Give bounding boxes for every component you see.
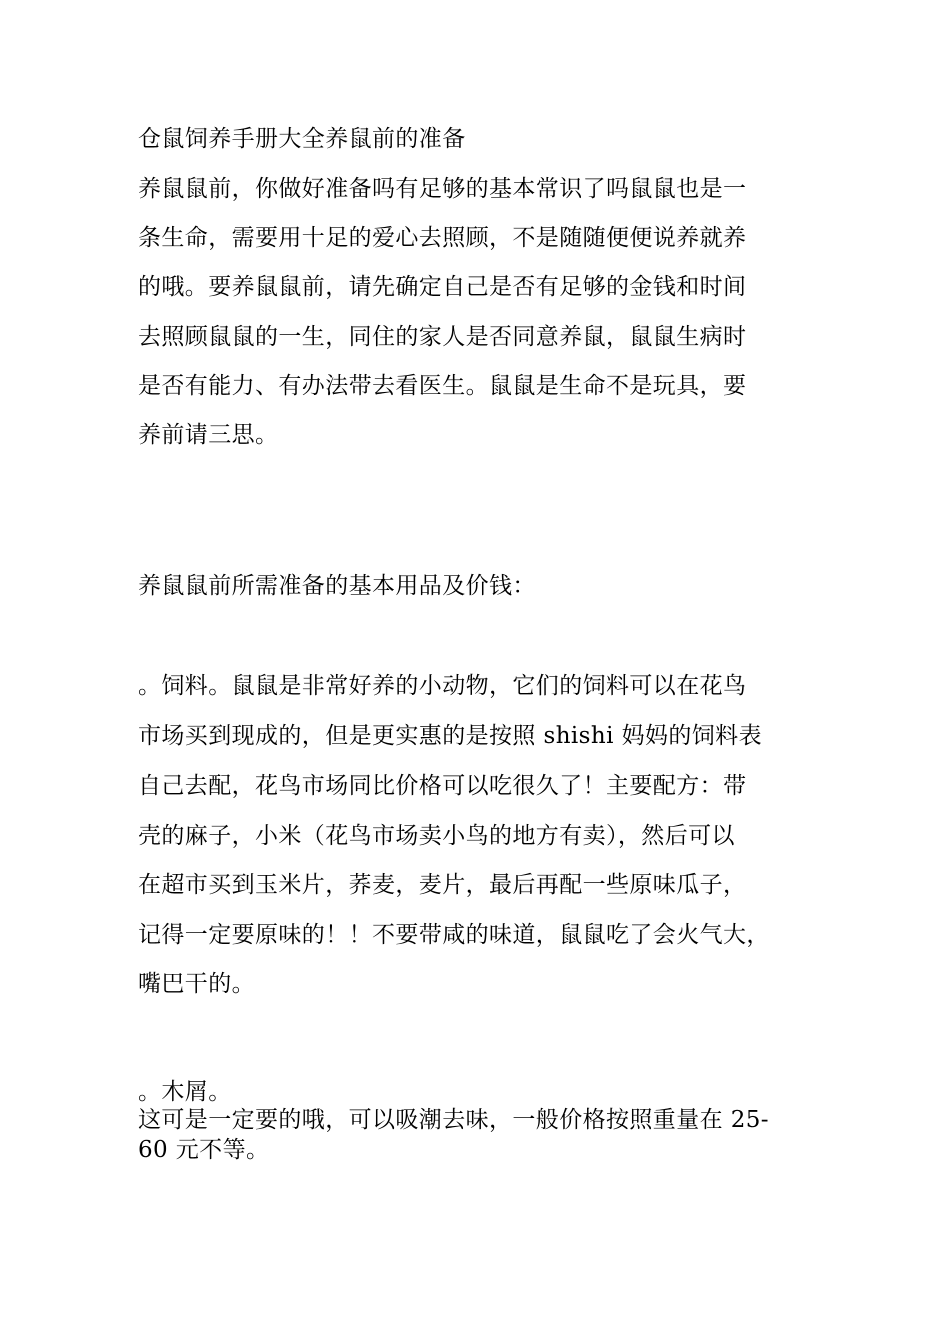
feed-line: 壳的麻子，小米（花鸟市场卖小鸟的地方有卖），然后可以 [138,823,735,849]
intro-line: 养前请三思。 [138,422,279,448]
intro-line: 的哦。要养鼠鼠前，请先确定自己是否有足够的金钱和时间 [138,274,747,300]
intro-line: 条生命，需要用十足的爱心去照顾，不是随随便便说养就养 [138,225,747,251]
intro-line: 养鼠鼠前，你做好准备吗有足够的基本常识了吗鼠鼠也是一 [138,176,747,202]
feed-line: 。饲料。鼠鼠是非常好养的小动物，它们的饲料可以在花鸟 [138,673,747,699]
feed-line: 自己去配，花鸟市场同比价格可以吃很久了！主要配方：带 [138,773,747,799]
feed-line: 市场买到现成的，但是更实惠的是按照 shishi 妈妈的饲料表 [138,723,762,749]
feed-line: 在超市买到玉米片，荞麦，麦片，最后再配一些原味瓜子， [138,872,747,898]
document-title: 仓鼠饲养手册大全养鼠前的准备 [138,126,466,152]
supplies-heading: 养鼠鼠前所需准备的基本用品及价钱： [138,573,536,599]
feed-line: 嘴巴干的。 [138,971,255,997]
intro-line: 去照顾鼠鼠的一生，同住的家人是否同意养鼠，鼠鼠生病时 [138,324,747,350]
wood-line: 这可是一定要的哦，可以吸潮去味，一般价格按照重量在 25- [138,1107,769,1133]
intro-line: 是否有能力、有办法带去看医生。鼠鼠是生命不是玩具，要 [138,373,747,399]
wood-line: 60 元不等。 [138,1137,270,1163]
wood-heading: 。木屑。 [138,1079,232,1105]
feed-line: 记得一定要原味的！！不要带咸的味道，鼠鼠吃了会火气大， [138,922,770,948]
